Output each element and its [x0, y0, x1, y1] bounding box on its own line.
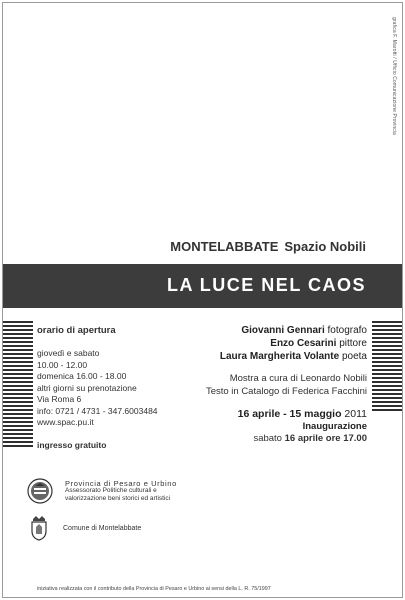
venue-town: MONTELABBATE	[170, 239, 279, 254]
address-line: Via Roma 6	[37, 394, 82, 404]
website-line: www.spac.pu.it	[37, 417, 94, 427]
province-emblem-icon	[27, 478, 53, 504]
comune-crest-icon	[27, 515, 51, 541]
artist-line	[206, 324, 367, 337]
artist-name: Enzo Cesarini	[270, 338, 337, 349]
exhibition-info-section	[206, 324, 367, 445]
artist-role: fotografo	[327, 325, 367, 336]
opening-prefix: sabato	[253, 433, 282, 444]
artist-name: Laura Margherita Volante	[219, 351, 340, 362]
exhibition-dates	[206, 408, 367, 421]
comune-name: Comune di Montelabbate	[63, 524, 142, 532]
artist-role: poeta	[341, 351, 367, 362]
hours-line: giovedì e sabato	[37, 348, 100, 358]
info-phone-line: info: 0721 / 4731 - 347.6003484	[37, 405, 158, 416]
hours-line: 10.00 - 12.00	[37, 359, 88, 370]
inauguration-label: Inaugurazione	[302, 421, 367, 432]
artist-line	[206, 337, 367, 350]
title-band	[3, 264, 402, 308]
artist-name: Giovanni Gennari	[241, 325, 325, 336]
exhibition-title: LA LUCE NEL CAOS	[166, 275, 366, 295]
catalog-line: Testo in Catalogo di Federica Facchini	[205, 385, 367, 397]
right-stripes-decoration	[372, 321, 402, 413]
hours-line: domenica 16.00 - 18.00	[37, 371, 127, 381]
province-department-detail: valorizzazione beni storici ed artistici	[65, 494, 171, 502]
artist-role: pittore	[339, 338, 367, 349]
date-year: 2011	[344, 408, 367, 420]
opening-date: 16 aprile ore 17.00	[284, 433, 367, 444]
province-logo-row	[27, 478, 177, 504]
opening-hours-section	[37, 325, 207, 429]
poster	[2, 2, 403, 598]
venue-space: Spazio Nobili	[284, 239, 366, 254]
free-entry-label: ingresso gratuito	[37, 440, 107, 450]
footer-note: iniziativa realizzata con il contributo della Provincia di Pesaro e Urbino ai sensi della L. R. 75/1997	[37, 586, 271, 592]
date-range: 16 aprile - 15 maggio	[237, 408, 342, 420]
hours-line: altri giorni su prenotazione	[37, 382, 137, 393]
province-department: Assessorato Politiche culturali e	[65, 487, 157, 495]
venue-heading	[170, 239, 366, 254]
left-stripes-decoration	[3, 321, 33, 449]
artist-line	[206, 350, 367, 363]
graphic-credit: grafica F. Marotti / Ufficio Comunicazione Provincia	[391, 17, 397, 135]
province-text	[65, 480, 177, 503]
curator-line: Mostra a cura di Leonardo Nobili	[229, 373, 367, 384]
hours-heading: orario di apertura	[37, 325, 116, 336]
comune-logo-row	[27, 515, 141, 541]
opening-line	[206, 433, 367, 445]
province-name: Provincia di Pesaro e Urbino	[65, 478, 177, 488]
